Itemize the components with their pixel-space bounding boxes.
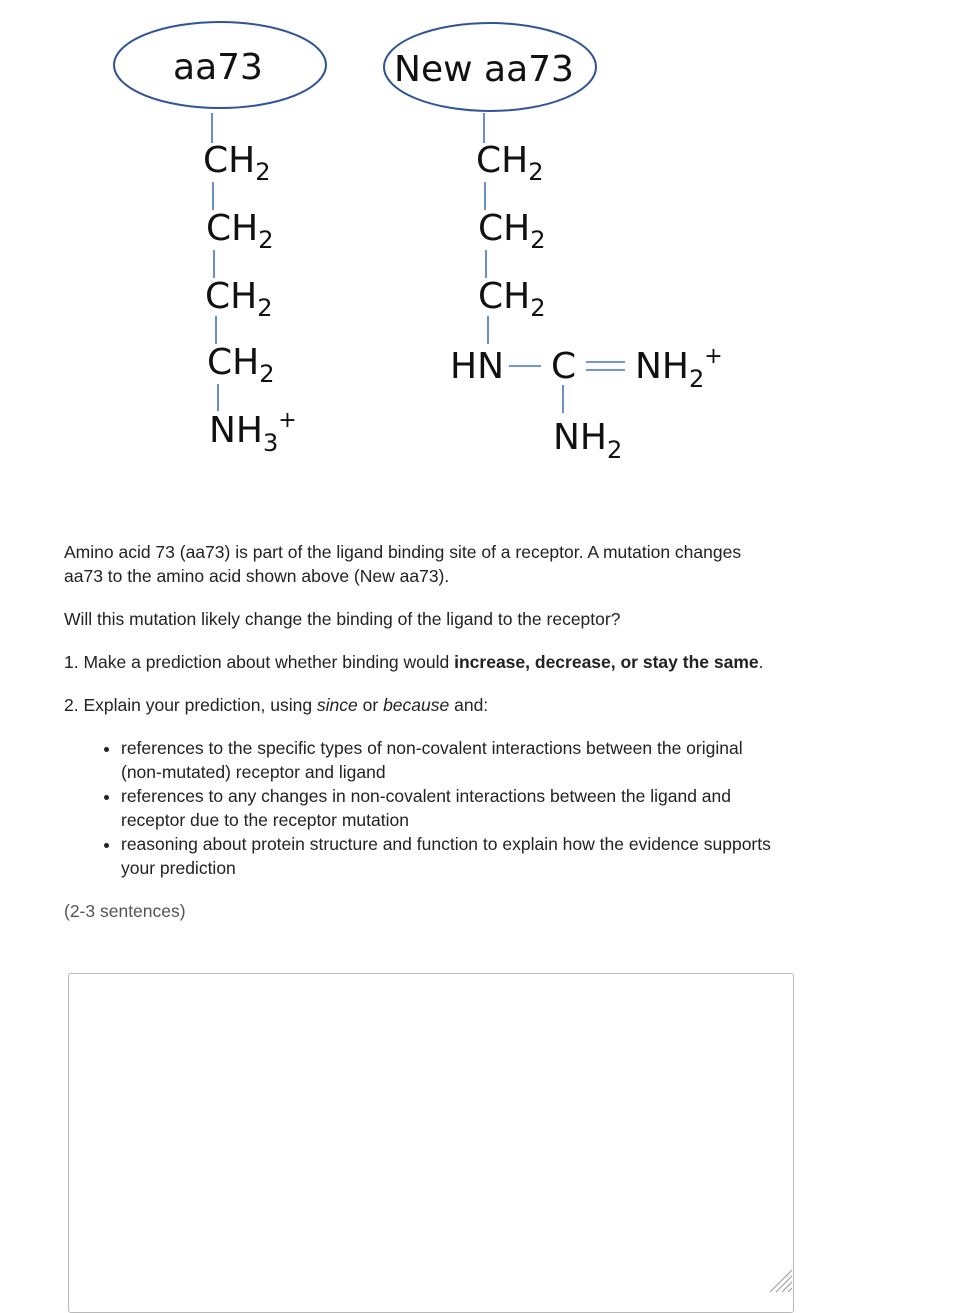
resize-grip-icon[interactable] bbox=[764, 1264, 794, 1294]
question-ask: Will this mutation likely change the binding of the ligand to the receptor? bbox=[64, 609, 621, 629]
criteria-item: • reasoning about protein structure and function to explain how the evidence supports your prediction bbox=[121, 832, 784, 880]
left-ch2-3: $CH_2$ bbox=[205, 276, 273, 322]
new-aa73-title: New aa73 bbox=[394, 49, 574, 90]
question-item-2: 2. Explain your prediction, using since or because and: bbox=[64, 695, 489, 715]
criteria-item: • references to the specific types of non-covalent interactions between the original (non-mutated) receptor and ligand bbox=[121, 736, 784, 784]
criteria-item: • references to any changes in non-covalent interactions between the ligand and receptor due to the receptor mutation bbox=[121, 784, 784, 832]
structure-diagram bbox=[0, 0, 970, 480]
right-ch2-3: $CH_2$ bbox=[478, 276, 546, 322]
right-nh2-plus: $NH_2^+$ bbox=[635, 344, 723, 393]
aa73-title: aa73 bbox=[173, 47, 263, 88]
left-ch2-1: $CH_2$ bbox=[203, 140, 271, 186]
left-nh3-plus: $NH_3^+$ bbox=[209, 408, 297, 457]
right-hn: HN bbox=[450, 346, 504, 387]
answer-textarea[interactable] bbox=[68, 973, 794, 1313]
criteria-list bbox=[64, 736, 784, 880]
right-ch2-1: $CH_2$ bbox=[476, 140, 544, 186]
left-ch2-4: $CH_2$ bbox=[207, 342, 275, 388]
right-ch2-2: $CH_2$ bbox=[478, 208, 546, 254]
right-c: C bbox=[551, 346, 577, 387]
question-intro: Amino acid 73 (aa73) is part of the ligand binding site of a receptor. A mutation changes aa73 to the amino acid shown above (New aa73). bbox=[64, 542, 742, 586]
question-block bbox=[64, 540, 784, 942]
question-item-1: 1. Make a prediction about whether binding would increase, decrease, or stay the same. bbox=[64, 652, 764, 672]
right-nh2: $NH_2$ bbox=[553, 417, 623, 464]
length-hint: (2-3 sentences) bbox=[64, 901, 186, 921]
left-ch2-2: $CH_2$ bbox=[206, 208, 274, 254]
